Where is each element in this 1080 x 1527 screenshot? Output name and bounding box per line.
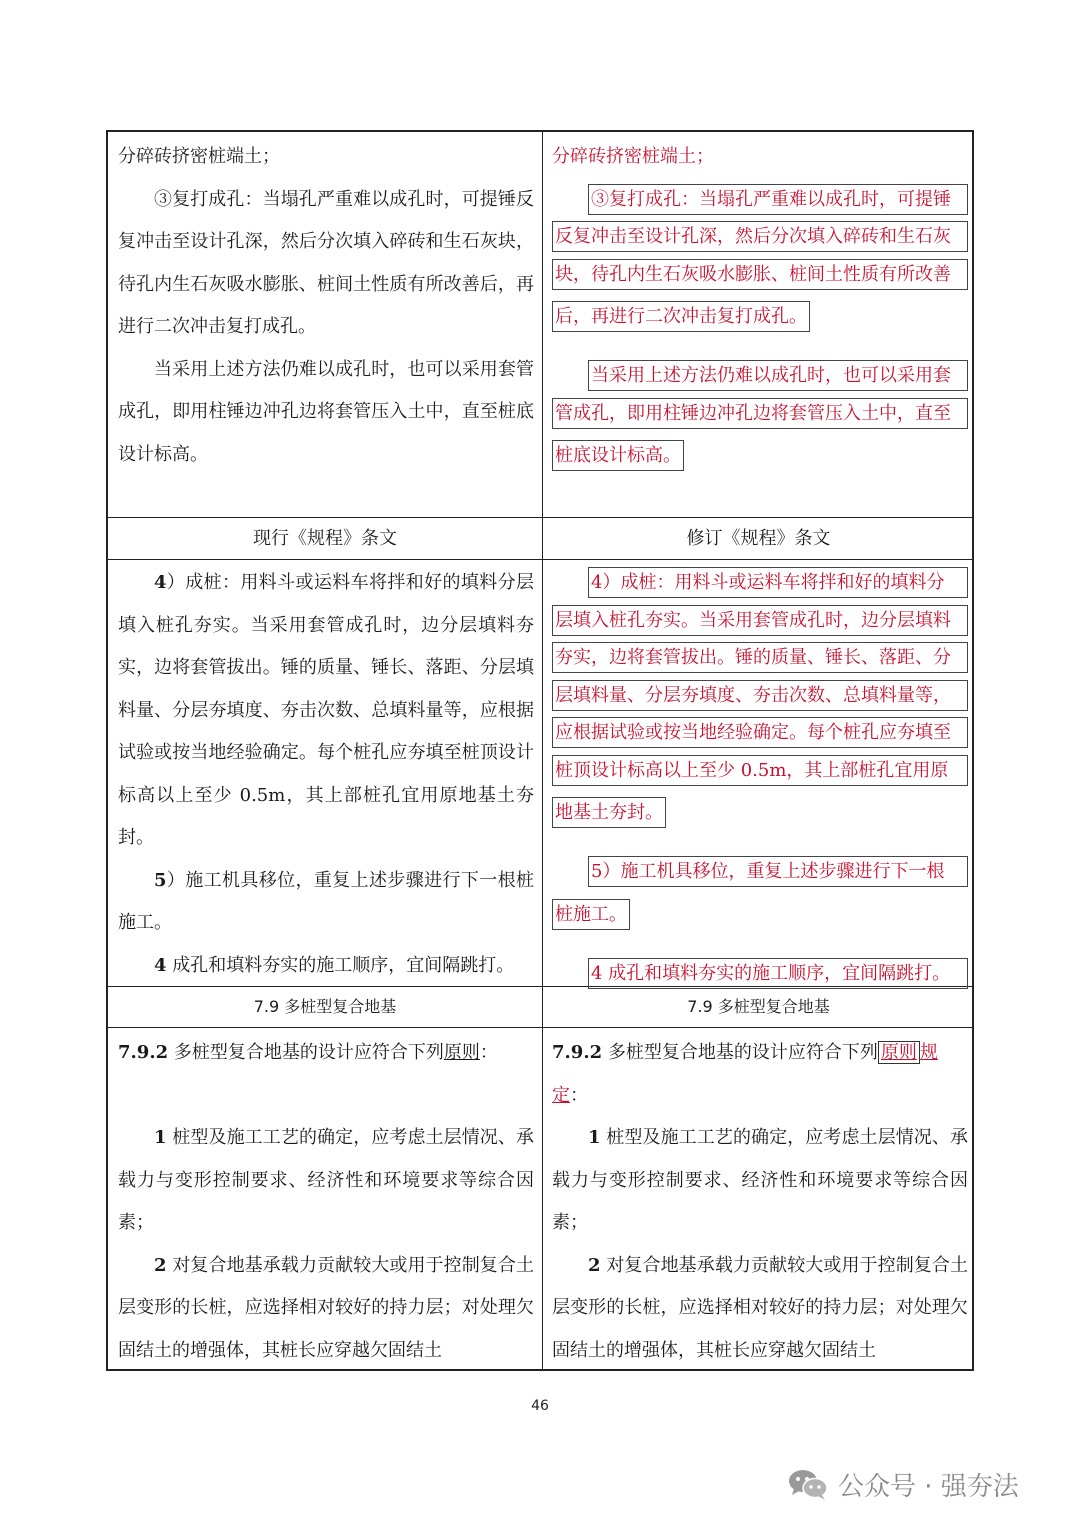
clause-text: 多桩型复合地基的设计应符合下列	[602, 1042, 878, 1063]
deleted-term: 原则	[878, 1041, 920, 1064]
item-number: 1	[588, 1127, 601, 1148]
paragraph-text: ）施工机具移位，重复上述步骤进行下一根桩施工。	[118, 869, 534, 933]
highlighted-line: 桩顶设计标高以上至少 0.5m，其上部桩孔宜用原	[552, 755, 968, 786]
revised-text-top	[552, 136, 968, 494]
highlighted-line: 应根据试验或按当地经验确定。每个桩孔应夯填至	[552, 717, 968, 748]
section-title-current: 7.9 多桩型复合地基	[253, 997, 397, 1016]
paragraph: 分碎砖挤密桩端土；	[552, 146, 714, 167]
inserted-term: 规	[919, 1042, 938, 1063]
comparison-table	[106, 130, 974, 1371]
page-number: 46	[531, 1398, 549, 1414]
paragraph-text: 桩型及施工工艺的确定，应考虑土层情况、承载力与变形控制要求、经济性和环境要求等综合因素；	[552, 1127, 968, 1233]
current-text-top	[118, 136, 534, 476]
clause-number: 7.9.2	[552, 1042, 603, 1063]
row-divider	[108, 559, 972, 560]
paragraph-text: 对复合地基承载力贡献较大或用于控制复合土层变形的长桩，应选择相对较好的持力层；对处理欠固结土的增强体，其桩长应穿越欠固结土	[552, 1254, 968, 1361]
highlighted-line: 层填入桩孔夯实。当采用套管成孔时，边分层填料	[552, 605, 968, 636]
paragraph	[118, 860, 534, 945]
item-number: 4	[154, 954, 167, 976]
highlighted-line: 4）成桩：用料斗或运料车将拌和好的填料分	[588, 567, 968, 598]
clause-end: ：	[479, 1042, 498, 1063]
current-column-header: 现行《规程》条文	[253, 528, 397, 549]
paragraph: 分碎砖挤密桩端土；	[118, 146, 280, 167]
highlighted-line: 块，待孔内生石灰吸水膨胀、桩间土性质有所改善	[552, 259, 968, 290]
highlighted-line: ③复打成孔：当塌孔严重难以成孔时，可提锤	[588, 184, 968, 215]
paragraph-text: 对复合地基承载力贡献较大或用于控制复合土层变形的长桩，应选择相对较好的持力层；对处理欠固结土的增强体，其桩长应穿越欠固结土	[118, 1254, 534, 1361]
paragraph-text: 成孔和填料夯实的施工顺序，宜间隔跳打。	[166, 954, 515, 976]
row-divider	[108, 1027, 972, 1028]
paragraph	[118, 1245, 534, 1373]
item-number: 2	[588, 1254, 601, 1276]
paragraph	[118, 1117, 534, 1245]
highlighted-line: 当采用上述方法仍难以成孔时，也可以采用套	[588, 360, 968, 391]
clause-end: ：	[570, 1084, 588, 1106]
clause-heading	[118, 1032, 534, 1075]
item-number: 2	[154, 1254, 167, 1276]
highlighted-line: 地基土夯封。	[552, 797, 666, 828]
revised-text-bottom	[552, 1032, 968, 1372]
highlighted-line: 反复冲击至设计孔深，然后分次填入碎砖和生石灰	[552, 221, 968, 252]
paragraph	[552, 1117, 968, 1245]
watermark-text: 公众号 · 强夯法	[838, 1471, 1019, 1502]
clause-number: 7.9.2	[118, 1042, 169, 1063]
highlighted-line: 管成孔，即用柱锤边冲孔边将套管压入土中，直至	[552, 398, 968, 429]
highlighted-line: 5）施工机具移位，重复上述步骤进行下一根	[588, 856, 968, 887]
clause-heading	[552, 1032, 968, 1117]
highlighted-line: 4 成孔和填料夯实的施工顺序，宜间隔跳打。	[588, 958, 968, 989]
highlighted-line: 后，再进行二次冲击复打成孔。	[552, 301, 810, 332]
item-number: 5	[154, 869, 167, 891]
highlighted-line: 桩底设计标高。	[552, 440, 684, 471]
current-text-bottom	[118, 1032, 534, 1372]
paragraph-text: ）成桩：用料斗或运料车将拌和好的填料分层填入桩孔夯实。当采用套管成孔时，边分层填料夯实，边将套管拔出。锤的质量、锤长、落距、分层填料量、分层夯填度、夯击次数、总填料量等，应根据试验或按当地经验确定。每个桩孔应夯填至桩顶设计标高以上至少 0.5m，其上部桩孔宜用原地基土夯封。	[118, 572, 534, 848]
paragraph	[118, 945, 534, 988]
inserted-term: 定	[552, 1084, 570, 1106]
paragraph-text: 桩型及施工工艺的确定，应考虑土层情况、承载力与变形控制要求、经济性和环境要求等综合因素；	[118, 1127, 534, 1233]
highlighted-line: 桩施工。	[552, 899, 630, 930]
clause-text: 多桩型复合地基的设计应符合下列	[168, 1042, 444, 1063]
watermark	[786, 1462, 1056, 1506]
item-number: 4	[154, 572, 167, 593]
highlighted-line: 层填料量、分层夯填度、夯击次数、总填料量等，	[552, 680, 968, 711]
paragraph: ③复打成孔：当塌孔严重难以成孔时，可提锤反复冲击至设计孔深，然后分次填入碎砖和生石灰块，待孔内生石灰吸水膨胀、桩间土性质有所改善后，再进行二次冲击复打成孔。	[118, 188, 534, 337]
paragraph	[118, 562, 534, 860]
column-divider	[542, 132, 543, 1369]
wechat-icon	[786, 1467, 830, 1501]
section-title-revised: 7.9 多桩型复合地基	[687, 997, 830, 1016]
paragraph: 当采用上述方法仍难以成孔时，也可以采用套管成孔，即用柱锤边冲孔边将套管压入土中，直至桩底设计标高。	[118, 358, 534, 465]
highlighted-line: 夯实，边将套管拔出。锤的质量、锤长、落距、分	[552, 642, 968, 673]
current-text-middle	[118, 562, 534, 987]
underlined-term: 原则	[443, 1042, 480, 1063]
revised-column-header: 修订《规程》条文	[686, 528, 831, 549]
item-number: 1	[154, 1127, 167, 1148]
revised-text-middle	[552, 562, 968, 995]
paragraph	[552, 1245, 968, 1373]
